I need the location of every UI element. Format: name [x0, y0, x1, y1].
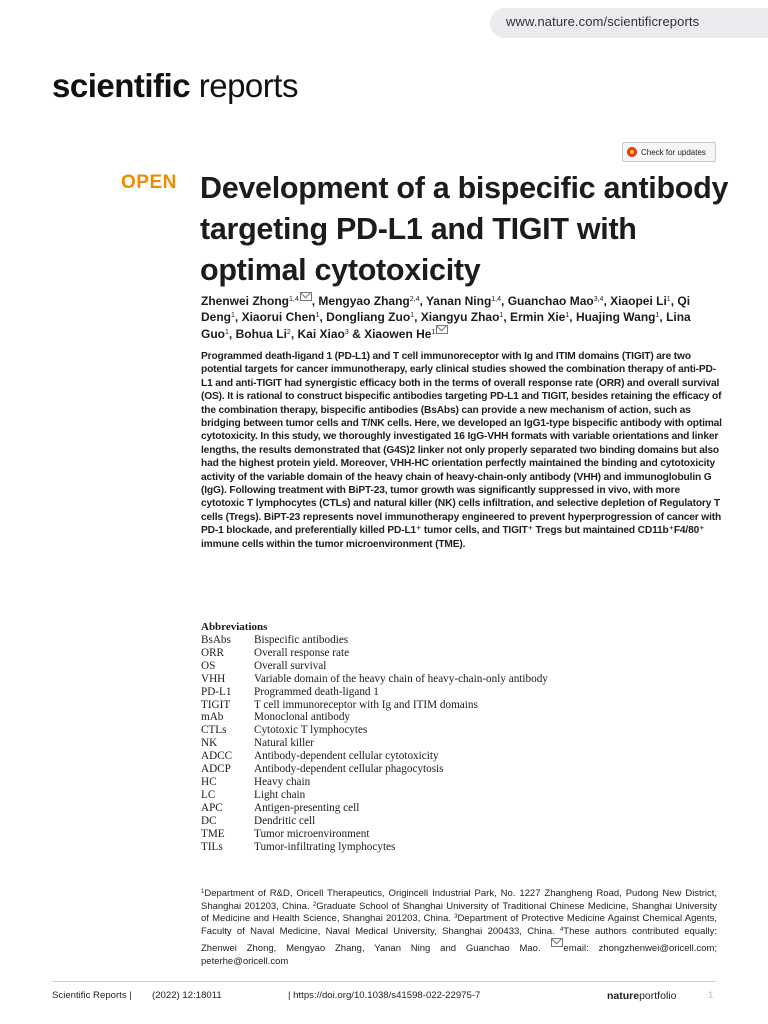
author-name[interactable]: Yanan Ning — [425, 294, 492, 308]
abbreviation-definition: Tumor microenvironment — [254, 827, 370, 840]
abbreviation-row — [201, 750, 548, 763]
abbreviation-term: ORR — [201, 646, 225, 659]
author-separator: , — [311, 294, 319, 308]
abstract: Programmed death-ligand 1 (PD-L1) and T cell immunoreceptor with Ig and ITIM domains (TIGIT) are two potential targets for cancer immunotherapy, early clinical studies showed the combination therapy of anti-PD-L1 and anti-TIGIT had synergistic efficacy both in the terms of overall response rate (ORR) and overall survival (OS). It is rational to construct bispecific antibodies targeting PD-L1 and TIGIT, besides retaining the efficacy of the combination therapy, bispecific antibodies (BsAbs) can provide a new mechanism of action, such as bridging between tumor cells and T/NK cells. Here, we developed an IgG1-type bispecific antibody with optimal cytotoxicity. In this study, we thoroughly investigated 16 IgG-VHH formats with variable orientations and linker lengths, the results demonstrated that (G4S)2 linker not only properly separated two binding domains but also had the highest protein yield. Moreover, VHH-HC orientation perfectly maintained the binding and cytotoxicity activity of the variable domain of the heavy chain of heavy-chain-only antibody (VHH) and immunoglobulin G (IgG). Following treatment with BiPT-23, tumor growth was significantly suppressed in vivo, with more cytotoxic T lymphocytes (CTLs) and natural killer (NK) cells infiltration, and selective depletion of Regulatory T cells (Tregs). BiPT-23 represents novel immunotherapy engineered to prevent hyperprogression of cancer with PD-1 blockade, and preferentially killed PD-L1⁺ tumor cells, and TIGIT⁺ Tregs but maintained CD11b⁺F4/80⁺ immune cells within the tumor microenvironment (TME). — [201, 351, 722, 550]
abbreviation-row — [201, 724, 548, 737]
author-affiliation: 1 — [410, 312, 415, 319]
crossmark-icon — [627, 147, 637, 157]
check-for-updates-button[interactable] — [622, 142, 716, 162]
author-name[interactable]: Bohua Li — [235, 327, 287, 341]
email-addresses[interactable]: email: zhongzhenwei@oricell.com; peterhe@oricell.com — [201, 943, 717, 967]
brand-light: portfolio — [639, 990, 677, 1002]
abbreviation-row — [201, 802, 548, 815]
abbreviation-term: TILs — [201, 840, 223, 853]
affiliation-number: 4 — [559, 926, 564, 933]
author-affiliation: 1 — [231, 312, 235, 319]
journal-logo[interactable] — [52, 66, 298, 106]
abbreviation-row — [201, 841, 548, 854]
author-affiliation: 1 — [565, 312, 570, 319]
abbreviation-term: TME — [201, 827, 225, 840]
abbreviation-row — [201, 828, 548, 841]
envelope-icon — [551, 938, 563, 947]
author-separator: , — [290, 327, 298, 341]
author-separator: , — [419, 294, 426, 308]
abbreviation-row — [201, 737, 548, 750]
abbreviation-definition: Variable domain of the heavy chain of heavy-chain-only antibody — [254, 672, 548, 685]
abbreviation-row — [201, 789, 548, 802]
journal-url-link[interactable]: www.nature.com/scientificreports — [506, 14, 700, 29]
author-affiliation: 3,4 — [593, 296, 604, 303]
author-list — [201, 292, 721, 342]
abbreviation-term: ADCP — [201, 763, 231, 776]
author-affiliation: 1 — [431, 329, 436, 336]
author-name[interactable]: Kai Xiao — [297, 327, 345, 341]
author-affiliation: 1 — [225, 329, 229, 336]
abbreviation-row — [201, 634, 548, 647]
abbreviation-term: NK — [201, 737, 218, 750]
author-name[interactable]: Huajing Wang — [575, 310, 656, 324]
author-separator: , — [670, 294, 678, 308]
abbreviation-definition: Light chain — [254, 788, 306, 801]
author-affiliation: 1 — [315, 312, 320, 319]
abbreviation-definition: Overall survival — [254, 659, 327, 672]
abbreviation-definition: Programmed death-ligand 1 — [254, 685, 379, 698]
author-name[interactable]: Xiaopei Li — [610, 294, 667, 308]
abbreviation-term: mAb — [201, 711, 224, 724]
author-separator: , — [603, 294, 611, 308]
author-name[interactable]: Zhenwei Zhong — [201, 294, 289, 308]
author-separator: , — [569, 310, 576, 324]
abbreviation-row — [201, 673, 548, 686]
abbreviation-definition: Monoclonal antibody — [254, 711, 351, 724]
affiliation-number: 1 — [201, 889, 205, 895]
affiliation-text: These authors contributed equally: Zhenwei Zhong, Mengyao Zhang, Yanan Ning and Guanchao Mao. — [201, 925, 717, 955]
author-separator: , — [234, 310, 242, 324]
open-access-badge: OPEN — [121, 172, 177, 193]
abbreviation-term: HC — [201, 775, 217, 788]
article-title: Development of a bispecific antibody targeting PD-L1 and TIGIT with optimal cytotoxicity — [200, 171, 729, 287]
abbreviation-term: DC — [201, 814, 217, 827]
author-name[interactable]: Lina Guo — [201, 310, 691, 341]
abbreviation-row — [201, 711, 548, 724]
abbreviation-definition: Overall response rate — [254, 646, 350, 659]
footer-divider — [52, 981, 716, 982]
abbreviation-definition: Tumor-infiltrating lymphocytes — [254, 840, 396, 853]
abbreviation-row — [201, 776, 548, 789]
abbreviation-definition: Natural killer — [254, 737, 314, 750]
journal-logo-light: reports — [198, 67, 298, 104]
abbreviation-definition: T cell immunoreceptor with Ig and ITIM domains — [254, 698, 478, 711]
author-separator: & — [348, 327, 365, 341]
abbreviations-heading: Abbreviations — [201, 621, 268, 633]
abbreviation-term: APC — [201, 801, 223, 814]
author-affiliation: 3 — [344, 329, 349, 336]
abbreviation-row — [201, 647, 548, 660]
affiliation-number: 3 — [454, 914, 458, 921]
envelope-icon[interactable] — [300, 292, 312, 301]
footer-journal: Scientific Reports | — [52, 990, 132, 1001]
author-affiliation: 1,4 — [491, 296, 502, 303]
abbreviation-row — [201, 699, 548, 712]
abbreviation-term: ADCC — [201, 750, 233, 763]
author-separator: , — [501, 294, 508, 308]
envelope-icon[interactable] — [436, 325, 448, 334]
author-name[interactable]: Guanchao Mao — [507, 294, 594, 308]
author-affiliation: 1,4 — [289, 296, 299, 303]
author-separator: , — [503, 310, 510, 324]
abbreviation-row — [201, 660, 548, 673]
author-affiliation: 1 — [655, 312, 660, 319]
abbreviation-definition: Cytotoxic T lymphocytes — [254, 724, 368, 737]
brand-bold: nature — [607, 990, 640, 1002]
abbreviation-term: BsAbs — [201, 634, 231, 646]
abbreviation-term: OS — [201, 659, 216, 672]
abbreviation-term: LC — [201, 788, 216, 801]
author-affiliation: 1 — [666, 296, 671, 303]
abbreviation-term: CTLs — [201, 724, 227, 737]
author-affiliation: 2 — [286, 329, 291, 336]
author-separator: , — [659, 310, 667, 324]
author-name[interactable]: Xiangyu Zhao — [420, 310, 500, 324]
author-name[interactable]: Mengyao Zhang — [318, 294, 410, 308]
abbreviation-term: VHH — [201, 672, 226, 685]
author-affiliation: 1 — [499, 312, 504, 319]
author-affiliation: 2,4 — [409, 296, 420, 303]
abbreviation-definition: Antigen-presenting cell — [254, 801, 360, 814]
abbreviation-row — [201, 815, 548, 828]
page-number: 1 — [708, 990, 714, 1001]
abbreviation-row — [201, 686, 548, 699]
abbreviation-term: PD-L1 — [201, 685, 232, 698]
abbreviation-definition: Antibody-dependent cellular phagocytosis — [254, 763, 444, 776]
affiliation-number: 2 — [312, 901, 317, 908]
affiliation-text: Department of Protective Medicine Against Chemical Agents, Faculty of Naval Medicine, Naval Medical University, Shanghai 200433, China. — [201, 913, 717, 937]
abbreviation-term: TIGIT — [201, 698, 231, 711]
check-for-updates-label: Check for updates — [641, 147, 706, 157]
author-name[interactable]: Qi Deng — [201, 294, 691, 324]
affiliation-text: Graduate School of Shanghai University of Traditional Chinese Medicine, Shanghai University of Medicine and Health Science, Shanghai 201203, China. — [201, 900, 717, 925]
footer-doi-link[interactable]: | https://doi.org/10.1038/s41598-022-22975-7 — [288, 990, 481, 1001]
abbreviations-list — [201, 634, 548, 853]
journal-logo-bold: scientific — [52, 67, 191, 104]
author-separator: , — [228, 327, 236, 341]
author-separator: , — [319, 310, 327, 324]
abbreviation-definition: Antibody-dependent cellular cytotoxicity — [254, 750, 439, 763]
footer-citation: (2022) 12:18011 — [152, 990, 222, 1001]
nature-portfolio-logo — [607, 990, 676, 1002]
author-name[interactable]: Xiaorui Chen — [241, 310, 316, 324]
author-name[interactable]: Dongliang Zuo — [326, 310, 411, 324]
affiliation-text: Department of R&D, Oricell Therapeutics, Origincell Industrial Park, No. 1227 Zhangheng Road, Pudong New District, Shanghai 201203, China. — [201, 888, 717, 912]
abbreviation-definition: Bispecific antibodies — [254, 634, 349, 646]
affiliations — [201, 888, 717, 969]
author-separator: , — [414, 310, 421, 324]
abbreviation-row — [201, 763, 548, 776]
author-name[interactable]: Ermin Xie — [510, 310, 566, 324]
abbreviation-definition: Heavy chain — [254, 775, 311, 788]
abbreviation-definition: Dendritic cell — [254, 814, 316, 827]
author-name[interactable]: Xiaowen He — [364, 327, 432, 341]
